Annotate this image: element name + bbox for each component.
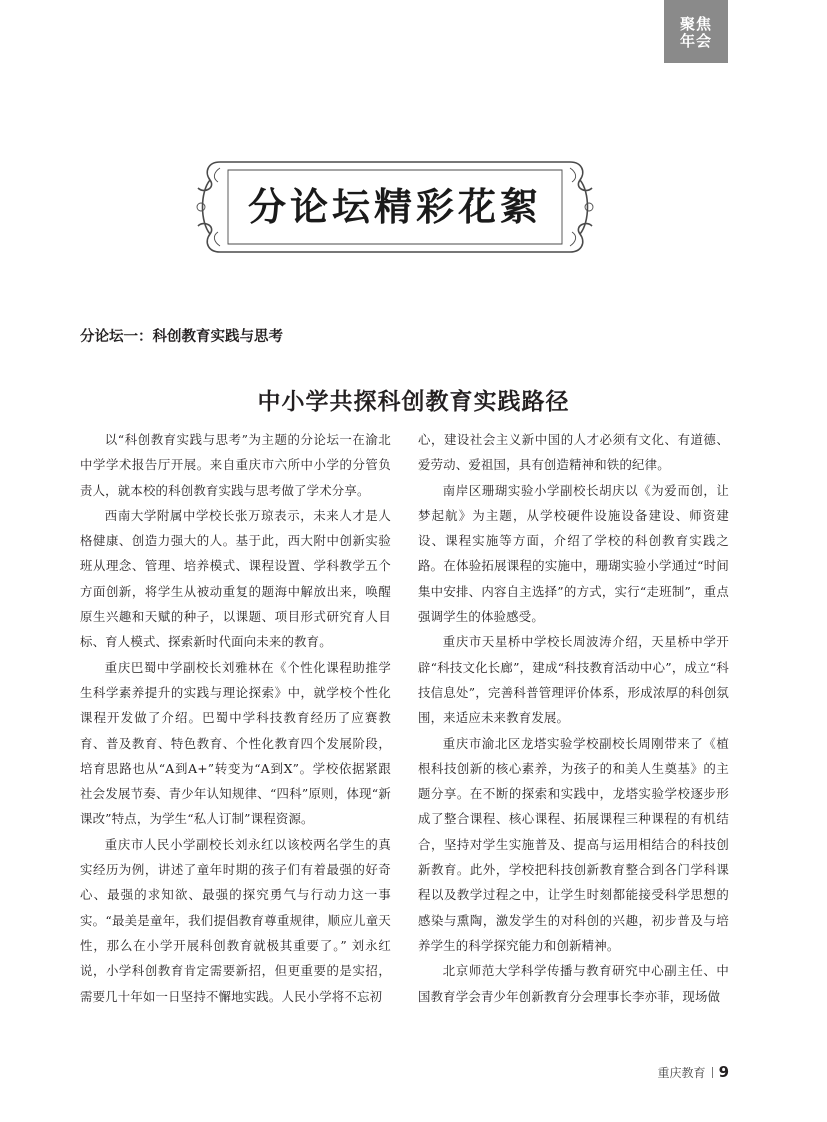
paragraph: 重庆巴蜀中学副校长刘雅林在《个性化课程助推学生科学素养提升的实践与理论探索》中，就学校个性化课程开发做了介绍。巴蜀中学科技教育经历了应赛教育、普及教育、特色教育、个性化教育四个发展阶段，培育思路也从“A到A+”转变为“A到X”。学校依据紧跟社会发展节奏、青少年认知规律、“四科”原则，体现“新课改”特点，为学生“私人订制”课程资源。 xyxy=(80,659,391,827)
publication-name: 重庆教育 xyxy=(657,1066,706,1080)
page-footer xyxy=(658,1063,729,1081)
section-tab-line1: 聚焦 xyxy=(679,15,712,33)
page-number: 9 xyxy=(718,1063,729,1081)
title-banner xyxy=(190,148,600,266)
paragraph: 重庆市人民小学副校长刘永红以该校两名学生的真实经历为例，讲述了童年时期的孩子们有着最强的好奇心、最强的求知欲、最强的探究勇气与行动力这一事实。“最美是童年，我们提倡教育尊重规律，顺应儿童天性，那么在小学开展科创教育就极其重要了。” 刘永红说，小学科创教育肯定需要新招，但更重要的是实招，需要几十年如一日坚持不懈地实践。人民小学将不忘初 xyxy=(80,836,391,1004)
article-title: 中小学共探科创教育实践路径 xyxy=(257,388,570,415)
footer-divider xyxy=(712,1067,713,1078)
article-column-left xyxy=(80,427,391,1009)
section-tab-line2: 年会 xyxy=(679,32,712,50)
section-tab xyxy=(664,0,728,63)
paragraph: 西南大学附属中学校长张万琼表示，未来人才是人格健康、创造力强大的人。基于此，西大附中创新实验班从理念、管理、培养模式、课程设置、学科教学五个方面创新，将学生从被动重复的题海中解放出来，唤醒原生兴趣和天赋的种子，以课题、项目形式研究育人目标、育人模式、探索新时代面向未来的教育。 xyxy=(80,507,391,650)
paragraph: 重庆市渝北区龙塔实验学校副校长周刚带来了《植根科技创新的核心素养，为孩子的和美人生奠基》的主题分享。在不断的探索和实践中，龙塔实验学校逐步形成了整合课程、核心课程、拓展课程三种课程的有机结合，坚持对学生实施普及、提高与运用相结合的科技创新教育。此外，学校把科技创新教育整合到各门学科课程以及教学过程之中，让学生时刻都能接受科学思想的感染与熏陶，激发学生的对科创的兴趣，初步普及与培养学生的科学探究能力和创新精神。 xyxy=(418,735,729,953)
paragraph: 北京师范大学科学传播与教育研究中心副主任、中国教育学会青少年创新教育分会理事长李亦菲，现场做 xyxy=(418,963,729,1004)
banner-title: 分论坛精彩花絮 xyxy=(247,185,542,229)
paragraph: 以“科创教育实践与思考”为主题的分论坛一在渝北中学学术报告厅开展。来自重庆市六所中小学的分管负责人，就本校的科创教育实践与思考做了学术分享。 xyxy=(80,432,391,498)
paragraph: 南岸区珊瑚实验小学副校长胡庆以《为爱而创，让梦起航》为主题，从学校硬件设施设备建设、师资建设、课程实施等方面，介绍了学校的科创教育实践之路。在体验拓展课程的实施中，珊瑚实验小学通过“时间集中安排、内容自主选择”的方式，实行“走班制”，重点强调学生的体验感受。 xyxy=(418,482,729,625)
paragraph: 重庆市天星桥中学校长周波涛介绍，天星桥中学开辟“科技文化长廊”，建成“科技教育活动中心”，成立“科技信息处”，完善科普管理评价体系，形成浓厚的科创氛围，来适应未来教育发展。 xyxy=(418,634,729,726)
forum-heading: 分论坛一：科创教育实践与思考 xyxy=(80,329,283,345)
paragraph-continuation: 心，建设社会主义新中国的人才必须有文化、有道德、爱劳动、爱祖国，具有创造精神和铁的纪律。 xyxy=(418,432,729,473)
article-column-right xyxy=(418,427,729,1009)
